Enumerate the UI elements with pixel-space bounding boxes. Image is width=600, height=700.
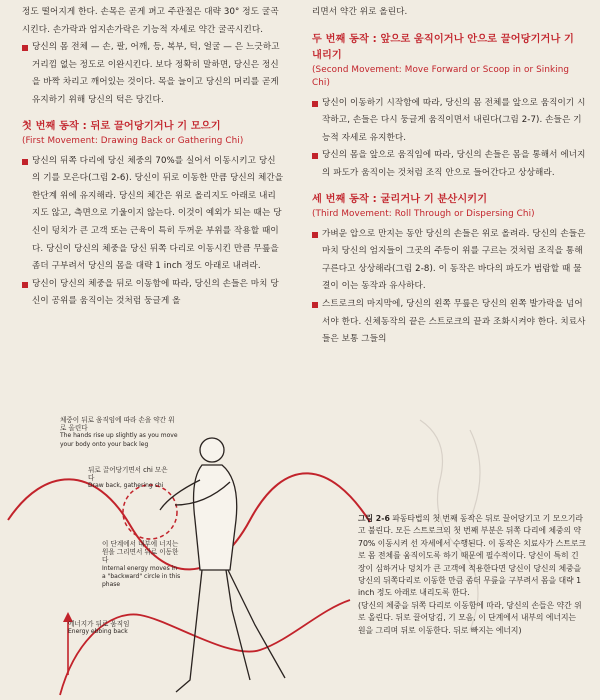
right-column: [312, 4, 586, 349]
paragraph: 리면서 약간 위로 올린다.: [312, 7, 408, 17]
bullet-paragraph: 당신의 몸을 앞으로 움직임에 따라, 당신의 손들은 몸을 통해서 에너지의 파도가 움직이는 것처럼 조직 안으로 들어간다고 상상해라.: [312, 147, 586, 182]
annotation-ko: 체중이 뒤로 움직임에 따라 손을 약간 위로 올린다: [60, 416, 175, 433]
annotation-en: Internal energy moves in a "backward" circle in this phase: [102, 564, 181, 589]
figure-annotation: [68, 620, 148, 636]
annotation-en: Draw back, gathering chi: [88, 482, 164, 490]
bullet-paragraph: 당신이 이동하기 시작함에 따라, 당신의 몸 전체를 앞으로 움직이기 시작하고, 손들은 다시 둥글게 움직이면서 내린다(그림 2-7). 손들은 기능적 자세로 유지한다.: [312, 95, 586, 148]
figure-caption: [358, 513, 586, 637]
bullet-paragraph: 당신이 당신의 체중을 뒤로 이동함에 따라, 당신의 손들은 마치 당신이 공위를 움직이는 것처럼 둥글게 올: [22, 276, 284, 311]
caption-text: 파동타법의 첫 번째 동작은 뒤로 끌어당기고 기 모으기라고 불린다. 모든 스트로크의 첫 번째 부분은 뒤쪽 다리에 체중의 약 70% 이동시켜 선 자세에서 수행된다. 이 동작은 치료사가 스트로크로 몸 전체를 움직이도록 하기 때문에 필수적이다. 당신이 특히 긴장이 심하거나 덩치가 큰 고객에 적용한다면 당신이 당신의 체중을 당신의 뒤쪽다리로 이동한 만큼 좀더 무릎을 구부려서 몸을 대략 1 inch 정도 아래로 내리도록 한다.: [358, 514, 586, 598]
annotation-ko: 뒤로 끌어당기면서 chi 모은다: [88, 466, 168, 483]
energy-wave-lower: [60, 600, 350, 695]
annotation-en: Energy ebbing back: [68, 628, 128, 636]
backward-circle: [123, 485, 177, 539]
figure-annotation: [102, 540, 182, 589]
bullet-paragraph: 스트로크의 마지막에, 당신의 왼쪽 무릎은 당신의 왼쪽 발가락을 넘어서야 한다. 신체동작의 끝은 스트로크의 끝과 조화시켜야 한다. 치료사들은 보통 그들의: [312, 296, 586, 349]
caption-subtext: (당신의 체중을 뒤쪽 다리로 이동함에 따라, 당신의 손들은 약간 위로 올린다. 뒤로 끌어당김, 기 모음, 이 단계에서 내부의 에너지는 원을 그리며 뒤로 이동한다. 뒤로 빠지는 에너지): [358, 600, 582, 635]
figure-annotation: [88, 466, 168, 491]
bullet-paragraph: 당신의 몸 전체 — 손, 팔, 어깨, 등, 복부, 턱, 얼굴 — 은 느긋하고 거리낌 없는 정도로 이완시킨다. 보다 정확히 말하면, 당신은 정신을 바짝 차리고 깨어있는 것이다. 목을 늘이고 당신의 머리를 곧게 유지하기 위해 당신의 턱은 당긴다.: [22, 39, 284, 109]
section-heading: 세 번째 동작 : 굴리거나 기 분산시키기: [312, 193, 488, 205]
caption-label: 그림 2-6: [358, 514, 390, 523]
energy-wave: [8, 473, 370, 569]
annotation-en: The hands rise up slightly as you move your body onto your back leg: [60, 432, 178, 448]
section-heading: 첫 번째 동작 : 뒤로 끌어당기거나 기 모으기: [22, 120, 221, 132]
bullet-paragraph: 당신의 뒤쪽 다리에 당신 체중의 70%를 실어서 이동시키고 당신의 기를 모은다(그림 2-6). 당신이 뒤로 이동한 만큼 당신의 체간을 한단계 위에 유지해라. 당신의 체간은 위로 올리지도 아래로 내리지도 않고, 측면으로 기울이지 않는다. 이것이 예외가 되는 때는 당신이 덩치가 큰 고객 또는 근육이 특히 두꺼운 부위를 작용할 때이다. 당신이 당신의 체중을 당신 뒤쪽 다리로 이동시킨 만큼 무릎을 좀더 구부려서 당신의 몸을 대략 1 inch 정도 아래로 내려라.: [22, 153, 284, 276]
section-subheading: (Third Movement: Roll Through or Dispersing Chi): [312, 208, 535, 219]
paragraph: 정도 떨어지게 한다. 손목은 곧게 펴고 주관절은 대략 30° 정도 굴곡시킨다. 손가락과 엄지손가락은 기능적 자세로 약간 굴곡시킨다.: [22, 7, 279, 35]
annotation-ko: 이 단계에서 내부에 너지는 원을 그리면서 뒤로 이동한다: [102, 540, 179, 565]
section-subheading: (Second Movement: Move Forward or Scoop in or Sinking Chi): [312, 64, 570, 88]
annotation-ko: 에너지가 뒤로 움직임: [68, 620, 130, 628]
left-column: [22, 4, 284, 311]
section-heading: 두 번째 동작 : 앞으로 움직이거나 안으로 끌어당기거나 기 내리기: [312, 33, 574, 61]
section-subheading: (First Movement: Drawing Back or Gathering Chi): [22, 135, 244, 146]
bullet-paragraph: 가벼운 압으로 만지는 동안 당신의 손들은 위로 올려라. 당신의 손들은 마치 당신의 엄지들이 그곳의 주등이 위를 구르는 것처럼 조직을 통해 구른다고 상상해라(그림 2-8). 이 동작은 바다의 파도가 범람할 때 물결이 이는 동작과 유사하다.: [312, 226, 586, 296]
figure-annotation: [60, 416, 180, 449]
